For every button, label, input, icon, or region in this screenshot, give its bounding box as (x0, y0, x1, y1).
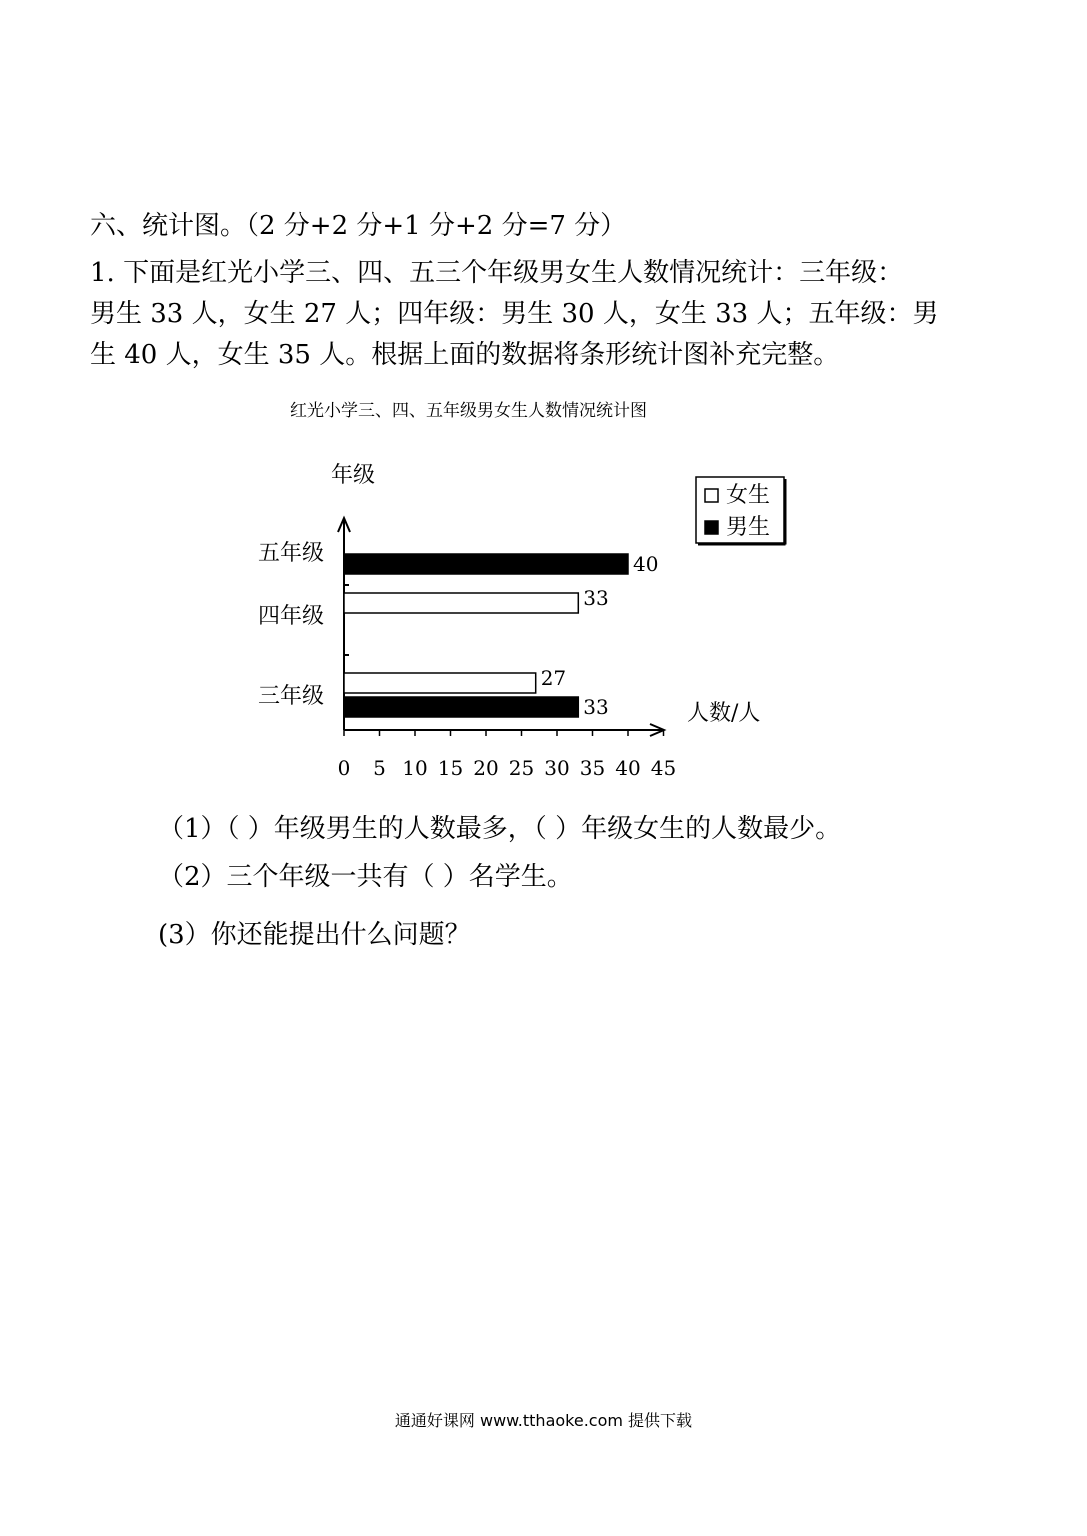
question-2: （2）三个年级一共有（ ）名学生。 (158, 862, 573, 892)
category-label: 三年级 (257, 684, 324, 709)
category-label: 四年级 (257, 604, 324, 629)
bar-value-label: 27 (540, 666, 567, 690)
bar (344, 673, 536, 693)
question-1: （1）（ ）年级男生的人数最多，（ ）年级女生的人数最少。 (158, 814, 842, 844)
x-tick-label: 30 (544, 756, 570, 780)
bar (344, 593, 578, 613)
bar (344, 554, 628, 574)
x-tick-label: 15 (437, 756, 464, 780)
legend-swatch (705, 521, 718, 534)
x-tick-label: 35 (579, 756, 606, 780)
problem-line-3: 生 40 人，女生 35 人。根据上面的数据将条形统计图补充完整。 (90, 340, 840, 370)
x-tick-label: 0 (337, 756, 351, 780)
section-title: 六、统计图。（2 分+2 分+1 分+2 分=7 分） (90, 211, 627, 241)
problem-line-1: 1. 下面是红光小学三、四、五三个年级男女生人数情况统计：三年级： (90, 258, 904, 288)
x-tick-label: 10 (402, 756, 428, 780)
legend-swatch (705, 489, 718, 502)
x-tick-label: 5 (373, 756, 386, 780)
y-axis-title: 年级 (331, 463, 376, 488)
x-tick-label: 40 (615, 756, 641, 780)
bar (344, 697, 578, 717)
bar-value-label: 33 (583, 695, 609, 719)
x-tick-label: 25 (508, 756, 535, 780)
bar-value-label: 40 (633, 552, 659, 576)
chart-title: 红光小学三、四、五年级男女生人数情况统计图 (290, 401, 647, 421)
bar-value-label: 33 (583, 586, 609, 610)
x-axis-title: 人数/人 (687, 701, 761, 726)
legend-label: 男生 (726, 515, 771, 540)
x-tick-label: 45 (650, 756, 677, 780)
bar-chart (240, 450, 800, 790)
problem-line-2: 男生 33 人，女生 27 人；四年级：男生 30 人，女生 33 人；五年级：男 (90, 299, 939, 329)
x-tick-label: 20 (473, 756, 499, 780)
question-3: (3）你还能提出什么问题？ (158, 920, 471, 950)
footer-text: 通通好课网 www.tthaoke.com 提供下载 (394, 1411, 693, 1430)
category-label: 五年级 (257, 541, 324, 566)
legend-label: 女生 (726, 483, 771, 508)
